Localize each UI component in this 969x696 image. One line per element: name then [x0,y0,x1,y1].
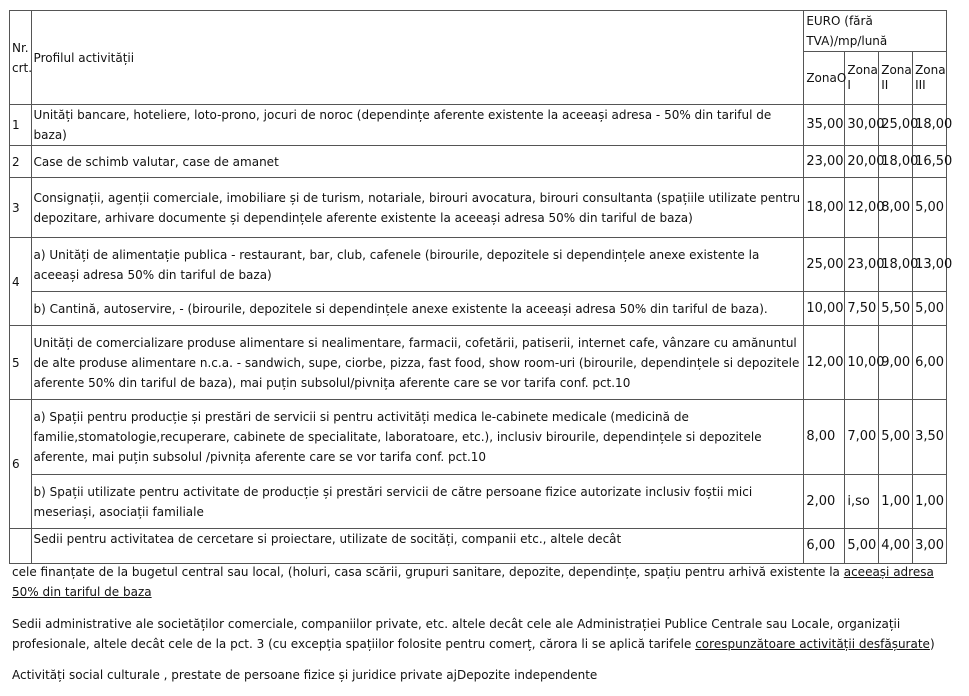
value-zone-3: 3,00 [913,529,947,564]
table-row [10,475,947,529]
row-number: 2 [10,146,32,178]
value-zone-3: 16,50 [913,146,947,178]
value-zone-2: 5,00 [879,400,913,475]
note-1-underlined: aceeași adresa 50% din tariful de baza [12,565,934,599]
table-row [10,400,947,475]
value-zone-3: 6,00 [913,326,947,400]
value-zone-3: 5,00 [913,178,947,238]
row-text: b) Spații utilizate pentru activitate de producție și prestări servicii de către persoane fizice autorizate inclusiv foștii mici meseriași, asociații familiale [31,475,804,529]
row-text: a) Unități de alimentație publica - restaurant, bar, club, cafenele (birourile, depozitele si dependințele anexe existente la aceeași adresa 50% din tariful de baza) [31,238,804,292]
table-row [10,529,947,564]
note-1-text: cele finanțate de la bugetul central sau local, (holuri, casa scării, grupuri sanitare, depozite, dependințe, spațiu pentru arhivă existente la [12,565,844,579]
unit-header: EURO (fără TVA)/mp/lună [804,11,947,52]
row-number: 6 [10,400,32,529]
value-zone-0: 25,00 [804,238,845,292]
value-zone-2: 9,00 [879,326,913,400]
row-text: b) Cantină, autoservire, - (birourile, depozitele si dependințele anexe existente la aceeași adresa 50% din tariful de baza). [31,292,804,326]
value-zone-1: 7,00 [845,400,879,475]
nr-crt-header [10,11,32,105]
value-zone-0: 12,00 [804,326,845,400]
row-number [10,529,32,564]
value-zone-3: 5,00 [913,292,947,326]
value-zone-3: 1,00 [913,475,947,529]
profile-header: Profilul activității [31,11,804,105]
note-2-closing: ) [929,637,935,651]
value-zone-0: 23,00 [804,146,845,178]
value-zone-0: 6,00 [804,529,845,564]
zone-1-header: Zona I [845,52,879,105]
note-paragraph-2 [12,614,957,654]
value-zone-1: 5,00 [845,529,879,564]
table-row [10,326,947,400]
row-number: 5 [10,326,32,400]
note-2-underlined: corespunzătoare activității desfășurate [695,637,930,651]
value-zone-1: 23,00 [845,238,879,292]
table-row [10,146,947,178]
value-zone-0: 18,00 [804,178,845,238]
note-paragraph-3: Activități social culturale , prestate de persoane fizice și juridice private ajDepozite independente [12,668,598,682]
value-zone-1: 7,50 [845,292,879,326]
value-zone-2: 5,50 [879,292,913,326]
value-zone-0: 2,00 [804,475,845,529]
value-zone-2: 18,00 [879,146,913,178]
row-number: 3 [10,178,32,238]
value-zone-1: i,so [845,475,879,529]
table-row [10,178,947,238]
tariff-table [9,10,953,564]
value-zone-0: 35,00 [804,105,845,146]
row-text: Sedii pentru activitatea de cercetare si proiectare, utilizate de socități, companii etc., altele decât [31,529,804,564]
row-text: Case de schimb valutar, case de amanet [31,146,804,178]
zone-0-header: ZonaO [804,52,845,105]
row-number: 1 [10,105,32,146]
note-paragraph-1 [12,562,957,602]
value-zone-3: 18,00 [913,105,947,146]
zone-3-header: Zona III [913,52,947,105]
table-row [10,105,947,146]
value-zone-2: 25,00 [879,105,913,146]
value-zone-1: 10,00 [845,326,879,400]
value-zone-0: 8,00 [804,400,845,475]
table-row [10,292,947,326]
value-zone-0: 10,00 [804,292,845,326]
row-text: Consignații, agenții comerciale, imobiliare și de turism, notariale, birouri avocatura, birouri consultanta (spațiile utilizate pentru depozitare, arhivare documente și dependințele aferente existente la aceeași adresa 50% din tariful de baza) [31,178,804,238]
value-zone-1: 30,00 [845,105,879,146]
row-text: a) Spații pentru producție și prestări de servicii si pentru activități medica le-cabinete medicale (medicină de familie,stomatologie,recuperare, cabinete de specialitate, laboratoare, etc.), inclusiv birourile, dependințele si depozitele aferente, mai puțin subsolul /pivnița aferente care se vor tarifa conf. pct.10 [31,400,804,475]
crt-label: crt. [12,60,33,75]
value-zone-3: 13,00 [913,238,947,292]
zone-2-header: Zona II [879,52,913,105]
row-text: Unități de comercializare produse alimentare si nealimentare, farmacii, cofetării, patiserii, internet cafe, vânzare cu amănuntul de alte produse alimentare n.c.a. - sandwich, supe, ciorbe, pizza, fast food, show room-uri (birourile, dependințele si depozitele aferente 50% din tariful de baza), mai puțin subsolul/pivnița aferente care se vor tarifa conf. pct.10 [31,326,804,400]
value-zone-1: 20,00 [845,146,879,178]
nr-label: Nr. [12,40,29,55]
table-row [10,238,947,292]
row-text: Unități bancare, hoteliere, loto-prono, jocuri de noroc (dependințe aferente existente la aceeași adresa - 50% din tariful de baza) [31,105,804,146]
value-zone-2: 8,00 [879,178,913,238]
value-zone-2: 1,00 [879,475,913,529]
note-2-text: Sedii administrative ale societăților comerciale, companiilor private, etc. altele decât cele ale Administrației Publice Centrale sau Locale, organizații profesionale, altele decât cele de la pct. 3 (cu excepția spațiilor folosite pentru comerț, cărora li se aplică tarifele [12,617,901,651]
row-number: 4 [10,238,32,326]
value-zone-1: 12,00 [845,178,879,238]
value-zone-3: 3,50 [913,400,947,475]
value-zone-2: 4,00 [879,529,913,564]
value-zone-2: 18,00 [879,238,913,292]
